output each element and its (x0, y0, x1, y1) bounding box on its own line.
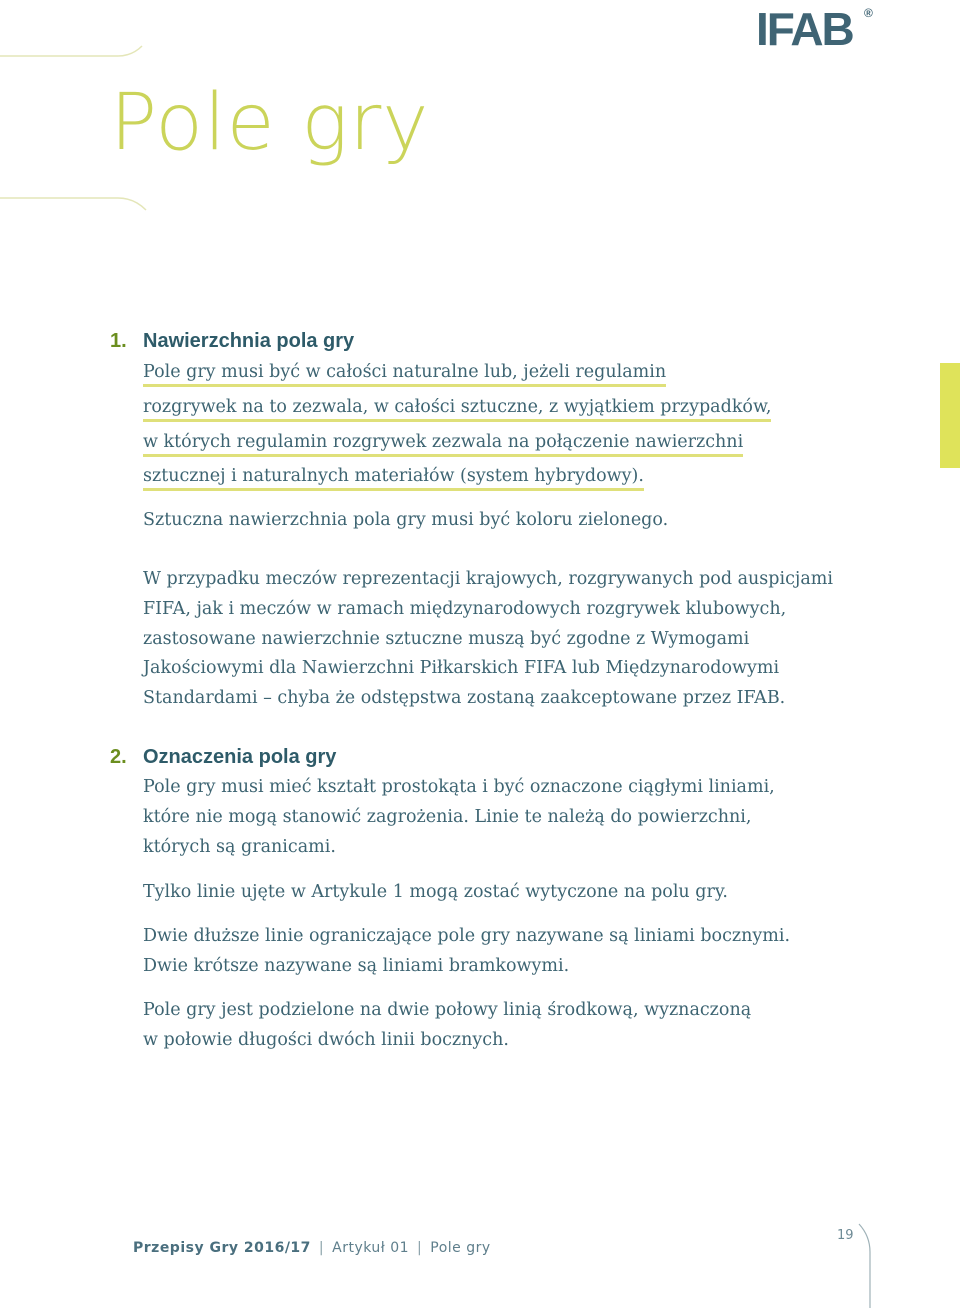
title-bottom-decoration (0, 190, 160, 220)
section-1-title: Nawierzchnia pola gry (143, 330, 355, 352)
title-top-decoration (0, 40, 160, 70)
chapter-side-tab (940, 363, 960, 468)
page-title: Pole gry (110, 78, 430, 168)
section-2-title: Oznaczenia pola gry (143, 746, 337, 768)
footer (133, 1240, 491, 1256)
text-line: Dwie dłuższe linie ograniczające pole gry nazywane są liniami bocznymi. (143, 926, 791, 946)
registered-mark: ® (864, 6, 873, 20)
section-1-paragraph-2 (143, 565, 883, 714)
text-line: W przypadku meczów reprezentacji krajowych, rozgrywanych pod auspicjami (143, 569, 833, 589)
text-line: Pole gry musi mieć kształt prostokąta i być oznaczone ciągłymi liniami, (143, 777, 775, 797)
footer-separator: | (417, 1240, 423, 1256)
text-line: Sztuczna nawierzchnia pola gry musi być koloru zielonego. (143, 510, 669, 530)
footer-book-title: Przepisy Gry 2016/17 (133, 1240, 311, 1256)
text-line: Pole gry musi być w całości naturalne lub, jeżeli regulamin (143, 360, 666, 387)
section-2-paragraph-3 (143, 922, 883, 982)
logo-text: IFAB (756, 3, 853, 55)
section-2-paragraph-4 (143, 996, 883, 1056)
text-line: w których regulamin rozgrywek zezwala na połączenie nawierzchni (143, 430, 743, 457)
text-line: Tylko linie ujęte w Artykule 1 mogą zostać wytyczone na polu gry. (143, 882, 728, 902)
section-2-number: 2. (110, 746, 127, 768)
text-line: których są granicami. (143, 836, 336, 857)
text-line: Dwie krótsze nazywane są liniami bramkowymi. (143, 955, 570, 976)
footer-separator: | (318, 1240, 325, 1256)
text-line: Pole gry jest podzielone na dwie połowy linią środkową, wyznaczoną (143, 1000, 752, 1020)
text-line: sztucznej i naturalnych materiałów (system hybrydowy). (143, 464, 644, 491)
page-corner-decoration (858, 1222, 878, 1310)
page-number: 19 (837, 1228, 854, 1243)
footer-chapter: Pole gry (430, 1240, 491, 1256)
text-line: Jakościowymi dla Nawierzchni Piłkarskich FIFA lub Międzynarodowymi (143, 658, 780, 679)
section-1-paragraph-1 (143, 506, 883, 536)
text-line: FIFA, jak i meczów w ramach międzynarodowych rozgrywek klubowych, (143, 598, 787, 619)
text-line: rozgrywek na to zezwala, w całości sztuczne, z wyjątkiem przypadków, (143, 395, 771, 422)
section-2-paragraph-1 (143, 773, 883, 862)
text-line: w połowie długości dwóch linii bocznych. (143, 1029, 509, 1050)
text-line: Standardami – chyba że odstępstwa zostaną zaakceptowane przez IFAB. (143, 688, 786, 709)
footer-article: Artykuł 01 (332, 1240, 410, 1256)
section-1-number: 1. (110, 330, 127, 352)
section-1-highlighted-paragraph (143, 358, 883, 497)
section-2-paragraph-2 (143, 878, 883, 908)
text-line: zastosowane nawierzchnie sztuczne muszą być zgodne z Wymogami (143, 628, 750, 649)
ifab-logo (756, 2, 873, 56)
text-line: które nie mogą stanowić zagrożenia. Linie te należą do powierzchni, (143, 806, 752, 827)
